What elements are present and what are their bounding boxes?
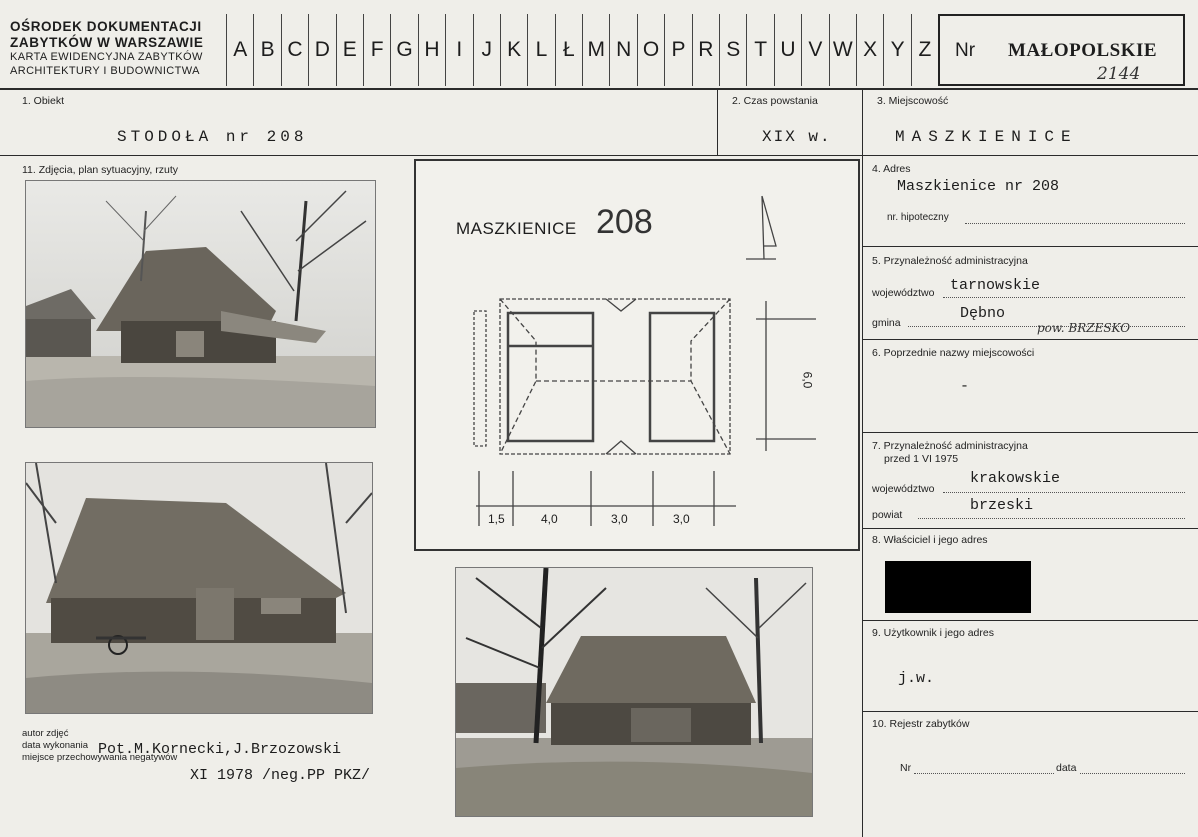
credit-place-label: miejsce przechowywania negatywów bbox=[22, 752, 178, 763]
field-5-woj-label: województwo bbox=[872, 287, 935, 299]
field-5-woj-line bbox=[943, 297, 1185, 298]
divider-f6 bbox=[862, 432, 1198, 433]
index-letter: L bbox=[527, 14, 554, 86]
floor-plan bbox=[414, 159, 860, 551]
org-line-4: ARCHITEKTURY I BUDOWNICTWA bbox=[10, 65, 200, 77]
credit-date-place-value: XI 1978 /neg.PP PKZ/ bbox=[190, 767, 371, 784]
photo-2-image bbox=[26, 463, 372, 713]
index-letter: R bbox=[692, 14, 719, 86]
credit-date-label: data wykonania bbox=[22, 740, 89, 751]
field-10-nr-line bbox=[914, 773, 1054, 774]
index-letter: Z bbox=[911, 14, 938, 86]
field-7-pow-value: brzeski bbox=[970, 497, 1034, 514]
field-1-value: STODOŁA nr 208 bbox=[117, 128, 308, 146]
photo-3-image bbox=[456, 568, 812, 816]
field-8-label: 8. Właściciel i jego adres bbox=[872, 534, 988, 546]
photo-1-image bbox=[26, 181, 375, 427]
plan-dim-4: 3,0 bbox=[673, 512, 690, 526]
index-letter: G bbox=[390, 14, 417, 86]
index-letter: V bbox=[801, 14, 828, 86]
index-letter: O bbox=[637, 14, 664, 86]
credit-author-label: autor zdjęć bbox=[22, 728, 69, 739]
index-letter: E bbox=[336, 14, 363, 86]
divider-row1 bbox=[0, 155, 1198, 156]
divider-f8 bbox=[862, 620, 1198, 621]
field-1-label: 1. Obiekt bbox=[22, 95, 65, 107]
index-letter: X bbox=[856, 14, 883, 86]
field-2-label: 2. Czas powstania bbox=[732, 95, 818, 107]
index-letter: A bbox=[226, 14, 253, 86]
org-line-3: KARTA EWIDENCYJNA ZABYTKÓW bbox=[10, 51, 203, 63]
divider-f5 bbox=[862, 339, 1198, 340]
divider-f9 bbox=[862, 711, 1198, 712]
field-10-nr-label: Nr bbox=[900, 762, 912, 774]
plan-drawing bbox=[416, 161, 858, 549]
field-5-label: 5. Przynależność administracyjna bbox=[872, 255, 1028, 267]
field-7-pow-line bbox=[918, 518, 1185, 519]
redacted-owner-address bbox=[885, 561, 1031, 613]
index-letter: P bbox=[664, 14, 691, 86]
field-5-gmina-label: gmina bbox=[872, 317, 901, 329]
field-7-label-a: 7. Przynależność administracyjna bbox=[872, 440, 1028, 452]
field-10-data-label: data bbox=[1056, 762, 1077, 774]
plan-dim-3: 3,0 bbox=[611, 512, 628, 526]
index-letter: U bbox=[774, 14, 801, 86]
index-letter: T bbox=[746, 14, 773, 86]
photo-barn-2 bbox=[25, 462, 373, 714]
plan-side-dim: 6,0 bbox=[800, 371, 815, 389]
index-letters bbox=[226, 14, 938, 86]
card-number: 2144 bbox=[1097, 64, 1141, 84]
organization-block bbox=[10, 20, 222, 77]
field-4-hip-label: nr. hipoteczny bbox=[887, 212, 949, 223]
field-5-gmina-value: Dębno bbox=[960, 305, 1006, 322]
index-letter: I bbox=[445, 14, 472, 86]
plan-number: 208 bbox=[596, 203, 653, 241]
index-letter: N bbox=[609, 14, 636, 86]
index-letter: B bbox=[253, 14, 280, 86]
field-3-label: 3. Miejscowość bbox=[877, 95, 949, 107]
index-letter: J bbox=[473, 14, 500, 86]
org-line-1: OŚRODEK DOKUMENTACJI bbox=[10, 19, 202, 34]
plan-title: MASZKIENICE bbox=[456, 219, 577, 238]
field-9-label: 9. Użytkownik i jego adres bbox=[872, 627, 994, 639]
field-10-label: 10. Rejestr zabytków bbox=[872, 718, 970, 730]
field-7-woj-line bbox=[943, 492, 1185, 493]
index-letter: D bbox=[308, 14, 335, 86]
divider-v2 bbox=[862, 90, 863, 837]
index-letter: C bbox=[281, 14, 308, 86]
index-letter: F bbox=[363, 14, 390, 86]
index-letter: Y bbox=[883, 14, 910, 86]
nr-label: Nr bbox=[955, 40, 976, 61]
index-letter: M bbox=[582, 14, 609, 86]
index-letter: S bbox=[719, 14, 746, 86]
field-4-label: 4. Adres bbox=[872, 163, 911, 175]
field-6-label: 6. Poprzednie nazwy miejscowości bbox=[872, 347, 1035, 359]
index-letter: K bbox=[500, 14, 527, 86]
divider-v1 bbox=[717, 90, 718, 155]
field-7-label-b: przed 1 VI 1975 bbox=[884, 453, 959, 465]
field-6-value: - bbox=[960, 378, 970, 395]
index-letter: H bbox=[418, 14, 445, 86]
divider-f4 bbox=[862, 246, 1198, 247]
field-11-label: 11. Zdjęcia, plan sytuacyjny, rzuty bbox=[22, 164, 179, 176]
field-2-value: XIX w. bbox=[762, 128, 832, 146]
org-line-2: ZABYTKÓW W WARSZAWIE bbox=[10, 34, 204, 50]
north-arrow-icon bbox=[762, 196, 776, 259]
photo-barn-3 bbox=[455, 567, 813, 817]
field-7-woj-value: krakowskie bbox=[970, 470, 1061, 487]
field-7-woj-label: województwo bbox=[872, 483, 935, 495]
field-3-value: MASZKIENICE bbox=[895, 128, 1078, 146]
credit-author-value: Pot.M.Kornecki,J.Brzozowski bbox=[98, 741, 342, 758]
divider-header bbox=[0, 88, 1198, 90]
index-letter: Ł bbox=[555, 14, 582, 86]
region-label: MAŁOPOLSKIE bbox=[1008, 40, 1158, 61]
field-5-gmina-line bbox=[908, 326, 1185, 327]
index-letter: W bbox=[829, 14, 856, 86]
field-4-value: Maszkienice nr 208 bbox=[897, 178, 1060, 195]
plan-dim-2: 4,0 bbox=[541, 512, 558, 526]
field-4-hip-line bbox=[965, 223, 1185, 224]
field-9-value: j.w. bbox=[898, 670, 935, 687]
photo-barn-1 bbox=[25, 180, 376, 428]
divider-f7 bbox=[862, 528, 1198, 529]
field-7-pow-label: powiat bbox=[872, 509, 903, 521]
field-5-woj-value: tarnowskie bbox=[950, 277, 1041, 294]
plan-dim-1: 1,5 bbox=[488, 512, 505, 526]
field-5-note: pow. BRZESKO bbox=[1037, 321, 1131, 335]
field-10-data-line bbox=[1080, 773, 1185, 774]
